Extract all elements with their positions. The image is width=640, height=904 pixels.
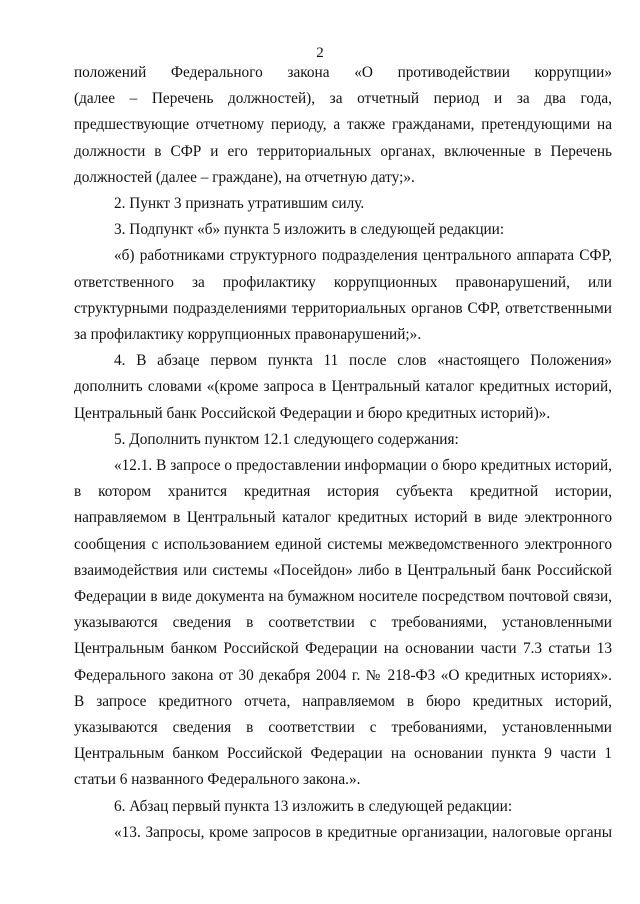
text-line — [74, 532, 612, 558]
text-line — [74, 191, 612, 217]
text-line — [74, 243, 612, 269]
text-line — [74, 767, 612, 793]
text-line-content: статьи 6 названного Федерального закона.». — [74, 771, 361, 789]
text-line — [74, 794, 612, 820]
text-line — [74, 584, 612, 610]
text-line — [74, 348, 612, 374]
text-line-content: предшествующие отчетному периоду, а также гражданами, претендующими на — [74, 116, 612, 134]
text-line-content: должности в СФР и его территориальных органах, включенные в Перечень — [74, 142, 612, 160]
text-line — [74, 427, 612, 453]
text-line-content: (далее – Перечень должностей), за отчетный период и за два года, — [74, 90, 612, 108]
text-line — [74, 689, 612, 715]
text-line-content: 5. Дополнить пунктом 12.1 следующего содержания: — [114, 430, 459, 448]
text-line — [74, 296, 612, 322]
text-line — [74, 401, 612, 427]
text-line-content: направляемом в Центральный каталог кредитных историй в виде электронного — [74, 509, 612, 527]
page-number: 2 — [316, 45, 324, 61]
text-line — [74, 374, 612, 400]
text-line — [74, 453, 612, 479]
text-line-content: Федерального закона от 30 декабря 2004 г. № 218-ФЗ «О кредитных историях». — [74, 666, 612, 684]
text-line-content: положений Федерального закона «О противодействии коррупции» — [74, 64, 612, 81]
text-line — [74, 165, 612, 191]
text-line — [74, 820, 612, 846]
text-line — [74, 217, 612, 243]
text-line-content: «12.1. В запросе о предоставлении информации о бюро кредитных историй, — [114, 457, 612, 475]
text-line-content: дополнить словами «(кроме запроса в Центральный каталог кредитных историй, — [74, 378, 612, 396]
document-body — [74, 60, 612, 846]
text-line — [74, 60, 612, 86]
text-line — [74, 112, 612, 138]
text-line-content: 3. Подпункт «б» пункта 5 изложить в следующей редакции: — [114, 221, 505, 239]
text-line — [74, 715, 612, 741]
text-line-content: Центральным банком Российской Федерации на основании части 7.3 статьи 13 — [74, 640, 612, 658]
text-line-content: «б) работниками структурного подразделения центрального аппарата СФР, — [114, 247, 612, 265]
text-line — [74, 86, 612, 112]
text-line-content: структурными подразделениями территориальных органов СФР, ответственными — [74, 299, 612, 317]
text-line-content: 4. В абзаце первом пункта 11 после слов «настоящего Положения» — [114, 352, 612, 370]
text-line-content: Центральным банком Российской Федерации на основании пункта 9 части 1 — [74, 745, 612, 763]
text-line-content: указываются сведения в соответствии с требованиями, установленными — [74, 719, 612, 737]
text-line-content: указываются сведения в соответствии с требованиями, установленными — [74, 614, 612, 632]
text-line-content: должностей (далее – граждане), на отчетную дату;». — [74, 168, 415, 186]
text-line-content: за профилактику коррупционных правонарушений;». — [74, 326, 422, 344]
text-line-content: «13. Запросы, кроме запросов в кредитные организации, налоговые органы — [114, 823, 612, 841]
text-line-content: в котором хранится кредитная история субъекта кредитной истории, — [74, 483, 612, 501]
text-line-content: сообщения с использованием единой системы межведомственного электронного — [74, 535, 612, 553]
text-line-content: 6. Абзац первый пункта 13 изложить в следующей редакции: — [114, 797, 513, 815]
text-line-content: взаимодействия или системы «Посейдон» либо в Центральный банк Российской — [74, 561, 612, 579]
text-line — [74, 663, 612, 689]
text-line — [74, 479, 612, 505]
text-line — [74, 610, 612, 636]
text-line-content: 2. Пункт 3 признать утратившим силу. — [114, 195, 365, 213]
text-line-content: Центральный банк Российской Федерации и бюро кредитных историй)». — [74, 404, 551, 422]
text-line-content: ответственного за профилактику коррупционных правонарушений, или — [74, 273, 612, 291]
text-line-content: Федерации в виде документа на бумажном носителе посредством почтовой связи, — [74, 588, 612, 606]
text-line — [74, 558, 612, 584]
text-line — [74, 741, 612, 767]
text-line — [74, 139, 612, 165]
text-line-content: В запросе кредитного отчета, направляемом в бюро кредитных историй, — [74, 692, 612, 710]
text-line — [74, 322, 612, 348]
text-line — [74, 636, 612, 662]
text-line — [74, 270, 612, 296]
text-line — [74, 505, 612, 531]
